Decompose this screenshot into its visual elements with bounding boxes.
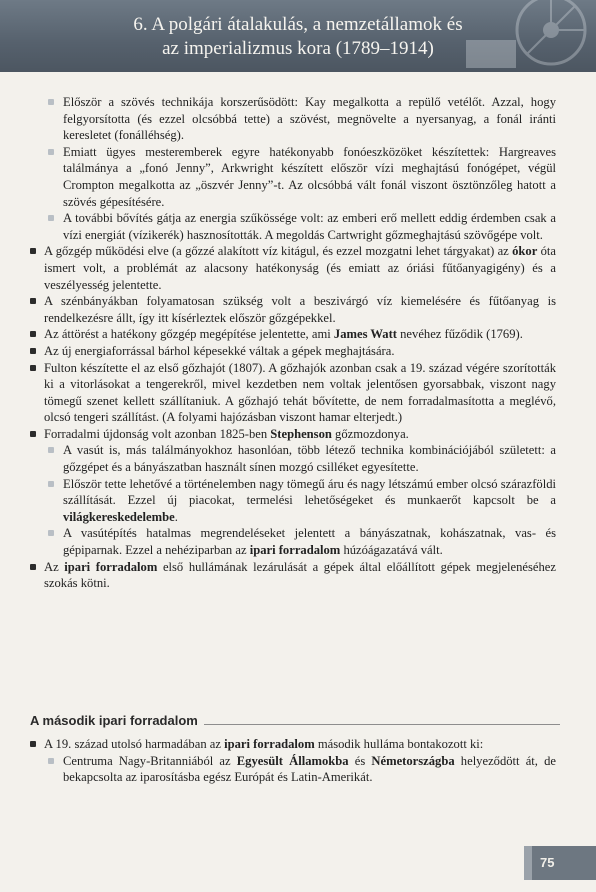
text-run: Emiatt ügyes mesteremberek egyre hatékonyabb fonóeszközöket készítettek: Hargreaves találmánya a „fonó Jenny”, Arkwright készített először vízi meghajtású fonógépet, végül Crompton megalkotta az „öszvér Jenny”-t. Az olcsóbbá vált fonál viszont ösztönzőleg hatott a szövés gépesítésére. (63, 144, 556, 209)
bold-term: ókor (512, 244, 538, 259)
text-run: Az áttörést a hatékony gőzgép megépítése jelentette, ami (44, 327, 334, 342)
text-run: első hullámának lezárulását a gépek által előállított gépek megjelenéséhez szokás kötni. (44, 559, 556, 591)
bullet-item (30, 736, 556, 753)
bold-term: ipari forradalom (64, 559, 158, 574)
steam-engine-illustration (446, 0, 596, 72)
text-run: A gőzgép működési elve (a gőzzé alakított víz kitágul, és ezzel mozgatni lehet tárgyakat) az (44, 244, 513, 259)
bold-term: ipari forradalom (224, 737, 315, 751)
chapter-banner (0, 0, 596, 72)
text-run: A vasút is, más találmányokhoz hasonlóan, több létező technika kombinációjából született: a gőzgépet és a bányászatban használt sínen mozgó csilléket egyesítette. (63, 443, 556, 475)
sub-bullet-item (30, 753, 556, 786)
text-run: . (174, 509, 178, 524)
square-bullet-icon (30, 741, 36, 747)
bullet-item (30, 343, 556, 360)
text-run: A 19. század utolsó harmadában az (44, 737, 225, 751)
bullet-item (30, 243, 556, 293)
text-run: és (348, 753, 372, 768)
sub-bullet-item (30, 476, 556, 526)
bold-term: világkereskedelembe (63, 509, 175, 524)
chapter-title-line1: 6. A polgári átalakulás, a nemzetállamok és (133, 14, 463, 35)
text-run: második hulláma bontakozott ki: (314, 737, 484, 751)
text-run: Az új energiaforrással bárhol képesekké váltak a gépek meghajtására. (44, 343, 395, 358)
square-bullet-icon (30, 365, 36, 371)
text-run: Az (44, 559, 65, 574)
page-number-tab (532, 846, 596, 880)
square-bullet-icon (30, 431, 36, 437)
text-run: A vasútépítés hatalmas megrendeléseket jelentett a bányászatnak, kohászatnak, vas- és gépiparnak. Ezzel a nehéziparban az (63, 526, 556, 558)
text-run: Először tette lehetővé a történelemben nagy tömegű áru és nagy létszámú ember olcsó szárazföldi szállítását. Ezzel új piacokat, termelési lehetőségeket és munkaerőt kapcsolt be a (63, 476, 556, 508)
text-run: gőzmozdonya. (331, 426, 409, 441)
square-bullet-icon (30, 248, 36, 254)
text-run: Először a szövés technikája korszerűsödött: Kay megalkotta a repülő vetélőt. Azzal, hogy felgyorsította (és ezzel olcsóbbá tette) a szövést, megnövelte a nyersanyag, a fonál iránti keresletet (fonálléhség). (63, 95, 556, 143)
text-run: Forradalmi újdonság volt azonban 1825-ben (44, 426, 271, 441)
square-bullet-icon (30, 298, 36, 304)
page-number: 75 (540, 855, 555, 870)
grey-square-bullet-icon (48, 481, 54, 487)
bold-term: Egyesült Államokba (236, 753, 349, 768)
sub-bullet-item (30, 144, 556, 210)
bullet-item (30, 426, 556, 443)
bold-term: James Watt (333, 327, 397, 342)
text-run: helyeződött át, de bekapcsolta az iparosításba egész Európát és Latin-Amerikát. (63, 753, 556, 785)
bullet-item (30, 559, 556, 592)
sub-bullet-item (30, 442, 556, 475)
text-run: Fulton készítette el az első gőzhajót (1807). A gőzhajók azonban csak a 19. század végére szorították ki a vitorlásokat a tengerekről, mivel kezdetben nem voltak jelentősen gyorsabbak, viszont nagy tömegű szenet kellett szállítaniuk. A gőzhajó tehát bővítette, de nem forradalmasította a meglévő, olcsó tengeri szállítást. (A folyami hajózásban viszont hamar elterjedt.) (44, 360, 556, 425)
bold-term: Németországba (371, 753, 455, 768)
text-run: húzóágazatává vált. (340, 543, 443, 558)
square-bullet-icon (30, 331, 36, 337)
text-run: nevéhez fűződik (1769). (396, 327, 523, 342)
grey-square-bullet-icon (48, 215, 54, 221)
section-bullet-list (30, 736, 556, 786)
square-bullet-icon (30, 348, 36, 354)
square-bullet-icon (30, 564, 36, 570)
page-number-accent (524, 846, 532, 880)
main-bullet-list (30, 94, 556, 592)
grey-square-bullet-icon (48, 149, 54, 155)
text-run: A további bővítés gátja az energia szűkössége volt: az emberi erő mellett eddig érdemben csak a vízi energiát (vízikerék) hasznosították. A megoldás Cartwright gőzmeghajtású szövőgépe volt. (63, 211, 556, 242)
bullet-item (30, 293, 556, 326)
chapter-title-line2: az imperializmus kora (1789–1914) (162, 38, 434, 59)
sub-bullet-item (30, 94, 556, 144)
bullet-item (30, 360, 556, 426)
grey-square-bullet-icon (48, 99, 54, 105)
grey-square-bullet-icon (48, 447, 54, 453)
bold-term: Stephenson (270, 426, 332, 441)
grey-square-bullet-icon (48, 758, 54, 764)
bullet-item (30, 326, 556, 343)
sub-bullet-item (30, 210, 556, 243)
text-run: Centruma Nagy-Britanniából az (63, 753, 237, 768)
section-title: A második ipari forradalom (30, 713, 204, 728)
sub-bullet-item (30, 525, 556, 558)
text-run: A szénbányákban folyamatosan szükség volt a beszivárgó víz kiemelésére és fűtőanyag is rendelkezésre állt, így itt kísérleztek először gőzgépekkel. (44, 294, 556, 325)
bold-term: ipari forradalom (249, 543, 341, 558)
grey-square-bullet-icon (48, 530, 54, 536)
text-run: óta ismert volt, a problémát az alacsony hatékonyság (és emiatt az óriási fűtőanyagigény) és a veszélyesség jelentette. (44, 244, 556, 292)
section-heading (30, 712, 560, 730)
